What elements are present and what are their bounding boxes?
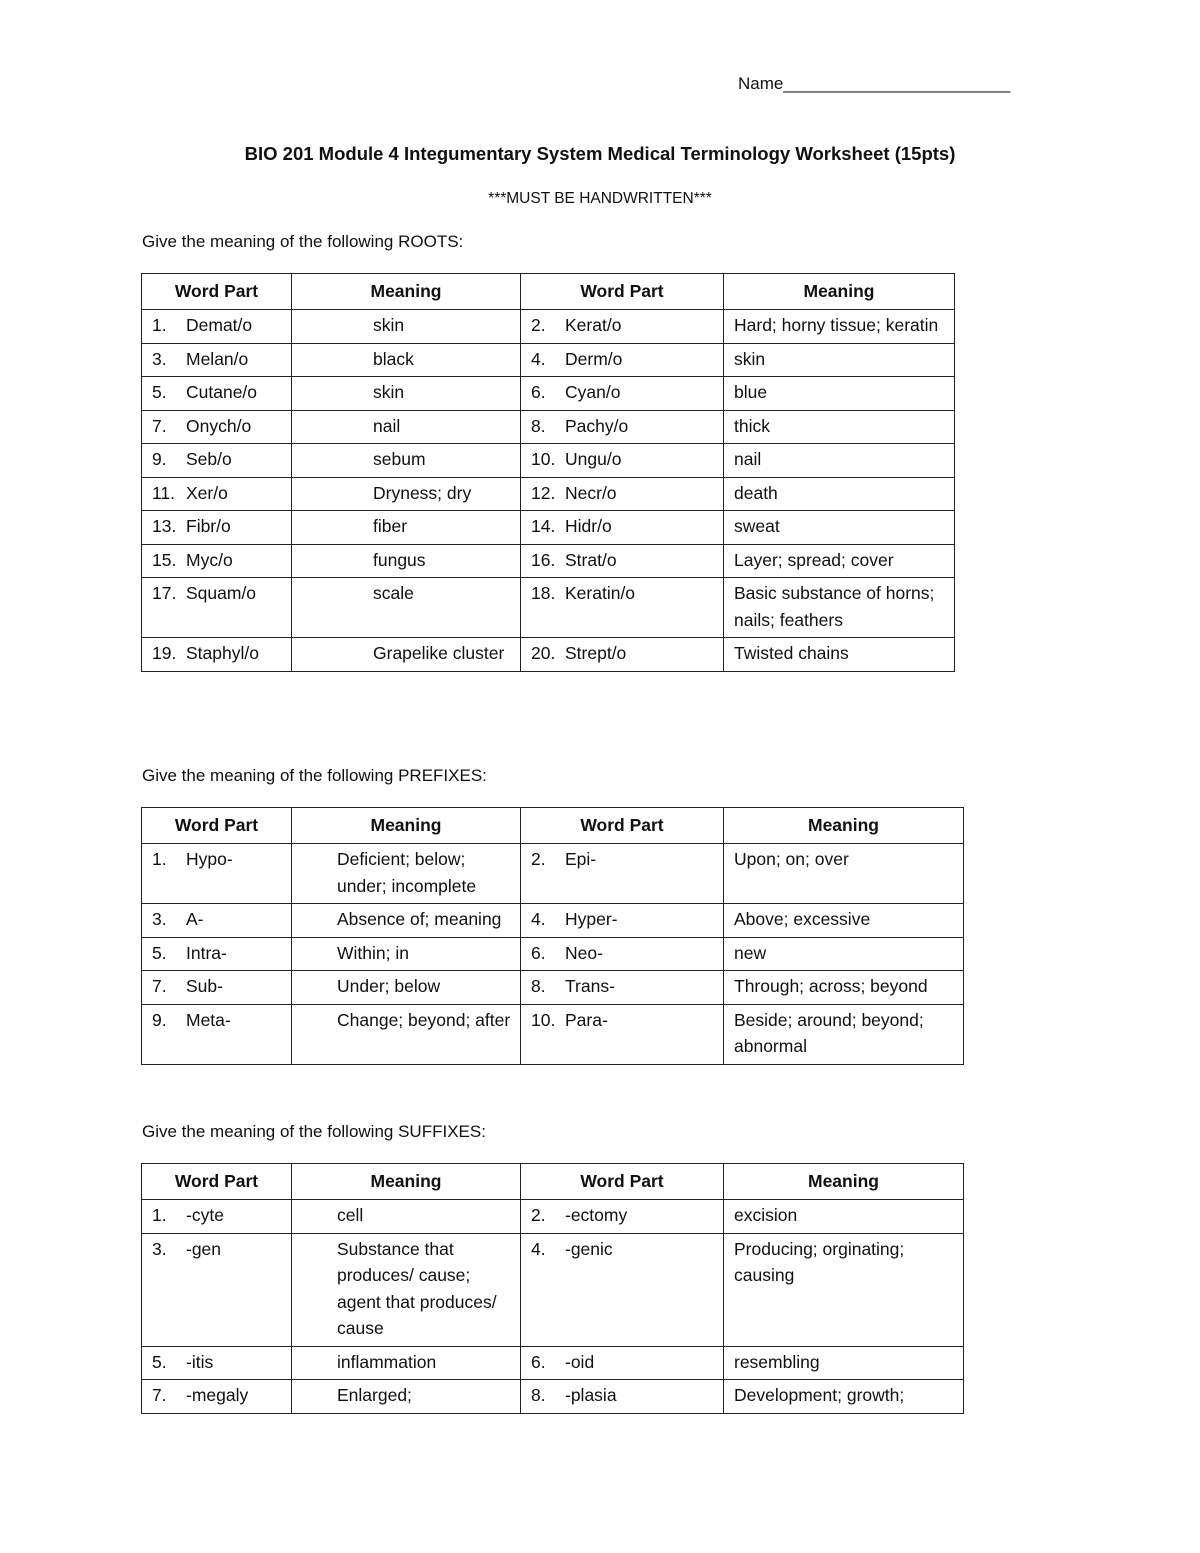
item-number: 16. (531, 549, 556, 570)
word-part-text: -ectomy (565, 1205, 628, 1225)
word-part-cell (521, 971, 724, 1005)
meaning-text: blue (734, 382, 768, 402)
word-part-cell (142, 310, 292, 344)
meaning-cell (724, 1380, 964, 1414)
item-number: 6. (531, 382, 546, 402)
word-part-text: -oid (565, 1351, 595, 1372)
word-part-text: Neo- (565, 942, 603, 963)
col-header-word-part: Word Part (142, 808, 292, 844)
item-number: 13. (152, 516, 177, 536)
meaning-cell (724, 444, 955, 478)
col-header-word-part: Word Part (142, 274, 292, 310)
col-header-word-part: Word Part (521, 808, 724, 844)
word-part-text: -megaly (186, 1385, 249, 1405)
word-part-cell (521, 1233, 724, 1346)
table-row (142, 410, 955, 444)
meaning-cell (292, 1200, 521, 1234)
item-number: 5. (152, 942, 167, 963)
suffixes-instruction: Give the meaning of the following SUFFIXES: (142, 1122, 486, 1141)
word-part-text: Squam/o (186, 583, 257, 603)
table-row (142, 578, 955, 638)
col-header-word-part: Word Part (521, 1164, 724, 1200)
word-part-cell (142, 343, 292, 377)
meaning-text: thick (734, 415, 770, 436)
meaning-cell (292, 1380, 521, 1414)
table-row (142, 904, 964, 938)
meaning-text: inflammation (337, 1351, 437, 1372)
word-part-text: Trans- (565, 976, 615, 996)
item-number: 9. (152, 1009, 167, 1030)
item-number: 7. (152, 1385, 167, 1405)
meaning-cell (724, 1200, 964, 1234)
col-header-word-part: Word Part (142, 1164, 292, 1200)
item-number: 4. (531, 909, 546, 929)
word-part-cell (142, 904, 292, 938)
item-number: 9. (152, 449, 167, 469)
item-number: 6. (531, 942, 546, 963)
word-part-cell (521, 844, 724, 904)
meaning-cell (724, 937, 964, 971)
meaning-cell (724, 971, 964, 1005)
item-number: 7. (152, 415, 167, 436)
meaning-text: Within; in (337, 942, 409, 963)
word-part-cell (521, 477, 724, 511)
meaning-cell (292, 937, 521, 971)
meaning-text: new (734, 942, 767, 963)
meaning-text: Grapelike cluster (373, 643, 505, 663)
word-part-text: -plasia (565, 1385, 617, 1405)
meaning-text: Absence of; meaning (337, 909, 502, 929)
roots-table (141, 273, 955, 672)
table-row (142, 377, 955, 411)
meaning-cell (724, 1233, 964, 1346)
word-part-text: Keratin/o (565, 583, 636, 603)
col-header-word-part: Word Part (521, 274, 724, 310)
word-part-cell (142, 444, 292, 478)
meaning-cell (292, 444, 521, 478)
table-header-row (142, 1164, 964, 1200)
col-header-meaning: Meaning (724, 1164, 964, 1200)
word-part-cell (142, 1346, 292, 1380)
meaning-cell (724, 477, 955, 511)
meaning-cell (724, 904, 964, 938)
word-part-cell (521, 444, 724, 478)
word-part-text: Ungu/o (565, 449, 622, 469)
word-part-text: Pachy/o (565, 415, 629, 436)
word-part-text: Myc/o (186, 549, 233, 570)
word-part-cell (521, 638, 724, 672)
item-number: 2. (531, 1205, 546, 1225)
word-part-cell (521, 377, 724, 411)
word-part-text: Para- (565, 1009, 608, 1030)
word-part-text: Necr/o (565, 482, 617, 503)
word-part-cell (142, 1380, 292, 1414)
suffixes-table (141, 1163, 964, 1414)
student-name-field: Name________________________ (738, 74, 1011, 93)
table-row (142, 1200, 964, 1234)
table-row (142, 937, 964, 971)
meaning-text: Deficient; below; under; incomplete (337, 849, 477, 896)
meaning-text: cell (337, 1205, 364, 1225)
item-number: 3. (152, 1238, 167, 1259)
word-part-text: Strat/o (565, 549, 617, 570)
table-row (142, 343, 955, 377)
table-row (142, 444, 955, 478)
item-number: 3. (152, 909, 167, 929)
meaning-text: Through; across; beyond (734, 976, 928, 996)
word-part-text: Melan/o (186, 348, 249, 369)
item-number: 1. (152, 1205, 167, 1225)
meaning-text: Producing; orginating; causing (734, 1238, 905, 1285)
meaning-text: skin (734, 348, 766, 369)
meaning-text: fiber (373, 516, 408, 536)
meaning-text: Above; excessive (734, 909, 871, 929)
word-part-text: Staphyl/o (186, 643, 259, 663)
item-number: 8. (531, 415, 546, 436)
prefixes-table (141, 807, 964, 1065)
meaning-text: nail (373, 415, 401, 436)
item-number: 3. (152, 348, 167, 369)
col-header-meaning: Meaning (292, 808, 521, 844)
meaning-cell (292, 343, 521, 377)
item-number: 8. (531, 976, 546, 996)
word-part-text: Cyan/o (565, 382, 621, 402)
table-row (142, 310, 955, 344)
meaning-text: death (734, 482, 778, 503)
item-number: 5. (152, 1351, 167, 1372)
word-part-cell (521, 1004, 724, 1064)
table-row (142, 477, 955, 511)
word-part-cell (142, 937, 292, 971)
meaning-cell (724, 578, 955, 638)
item-number: 11. (152, 482, 176, 503)
word-part-text: -genic (565, 1238, 613, 1259)
meaning-cell (724, 377, 955, 411)
meaning-text: Beside; around; beyond; abnormal (734, 1009, 924, 1056)
meaning-cell (292, 638, 521, 672)
handwritten-notice: ***MUST BE HANDWRITTEN*** (488, 190, 712, 207)
roots-instruction: Give the meaning of the following ROOTS: (142, 232, 464, 251)
table-row (142, 544, 955, 578)
word-part-text: Onych/o (186, 415, 252, 436)
word-part-text: A- (186, 909, 204, 929)
word-part-text: Epi- (565, 849, 597, 869)
word-part-text: Meta- (186, 1009, 231, 1030)
item-number: 19. (152, 643, 177, 663)
word-part-text: -gen (186, 1238, 222, 1259)
meaning-cell (292, 1233, 521, 1346)
meaning-cell (292, 1004, 521, 1064)
word-part-text: Demat/o (186, 315, 253, 335)
meaning-cell (292, 511, 521, 545)
item-number: 8. (531, 1385, 546, 1405)
word-part-cell (521, 1346, 724, 1380)
prefixes-instruction: Give the meaning of the following PREFIXES: (142, 766, 487, 785)
word-part-cell (521, 544, 724, 578)
table-row (142, 1346, 964, 1380)
meaning-cell (292, 477, 521, 511)
meaning-text: sebum (373, 449, 426, 469)
meaning-text: black (373, 348, 414, 369)
word-part-text: Sub- (186, 976, 223, 996)
meaning-cell (724, 844, 964, 904)
meaning-text: Dryness; dry (373, 482, 472, 503)
meaning-text: scale (373, 583, 414, 603)
meaning-cell (292, 904, 521, 938)
meaning-text: Basic substance of horns; nails; feathers (734, 583, 935, 630)
word-part-text: Hidr/o (565, 516, 612, 536)
word-part-text: Kerat/o (565, 315, 622, 335)
meaning-text: Enlarged; (337, 1385, 412, 1405)
word-part-cell (142, 638, 292, 672)
meaning-text: skin (373, 315, 405, 335)
meaning-cell (292, 310, 521, 344)
meaning-cell (292, 578, 521, 638)
word-part-text: Xer/o (186, 482, 228, 503)
word-part-cell (521, 578, 724, 638)
word-part-cell (521, 1380, 724, 1414)
col-header-meaning: Meaning (724, 808, 964, 844)
word-part-cell (521, 937, 724, 971)
word-part-text: -itis (186, 1351, 214, 1372)
meaning-cell (724, 511, 955, 545)
word-part-cell (142, 578, 292, 638)
word-part-text: Intra- (186, 942, 227, 963)
word-part-cell (142, 544, 292, 578)
item-number: 5. (152, 382, 167, 402)
meaning-cell (292, 377, 521, 411)
item-number: 10. (531, 1009, 556, 1030)
word-part-text: Derm/o (565, 348, 623, 369)
item-number: 12. (531, 482, 556, 503)
col-header-meaning: Meaning (292, 1164, 521, 1200)
meaning-text: Upon; on; over (734, 849, 849, 869)
table-row (142, 1233, 964, 1346)
item-number: 1. (152, 315, 167, 335)
meaning-text: Development; growth; (734, 1385, 905, 1405)
word-part-cell (142, 971, 292, 1005)
word-part-cell (142, 377, 292, 411)
worksheet-title: BIO 201 Module 4 Integumentary System Medical Terminology Worksheet (15pts) (244, 143, 956, 164)
item-number: 10. (531, 449, 556, 469)
table-row (142, 511, 955, 545)
meaning-text: excision (734, 1205, 798, 1225)
meaning-cell (724, 1004, 964, 1064)
word-part-text: Seb/o (186, 449, 232, 469)
item-number: 20. (531, 643, 556, 663)
word-part-text: Fibr/o (186, 516, 231, 536)
word-part-cell (142, 410, 292, 444)
meaning-cell (724, 310, 955, 344)
meaning-text: Under; below (337, 976, 441, 996)
meaning-cell (724, 410, 955, 444)
word-part-cell (521, 1200, 724, 1234)
meaning-text: Substance that produces/ cause; agent that produces/ cause (337, 1238, 497, 1338)
meaning-text: sweat (734, 516, 780, 536)
item-number: 4. (531, 348, 546, 369)
meaning-text: Layer; spread; cover (734, 549, 894, 570)
word-part-text: Strept/o (565, 643, 627, 663)
meaning-cell (724, 638, 955, 672)
meaning-cell (292, 844, 521, 904)
table-row (142, 971, 964, 1005)
word-part-text: Hypo- (186, 849, 233, 869)
meaning-text: Hard; horny tissue; keratin (734, 315, 939, 335)
word-part-cell (142, 477, 292, 511)
meaning-text: skin (373, 382, 405, 402)
item-number: 17. (152, 583, 177, 603)
meaning-text: nail (734, 449, 762, 469)
item-number: 14. (531, 516, 556, 536)
word-part-text: Cutane/o (186, 382, 258, 402)
word-part-cell (521, 310, 724, 344)
word-part-cell (142, 511, 292, 545)
meaning-cell (292, 544, 521, 578)
item-number: 18. (531, 583, 556, 603)
meaning-text: fungus (373, 549, 426, 570)
item-number: 4. (531, 1238, 546, 1259)
item-number: 6. (531, 1351, 546, 1372)
meaning-cell (292, 1346, 521, 1380)
table-row (142, 844, 964, 904)
meaning-cell (724, 544, 955, 578)
meaning-cell (292, 410, 521, 444)
word-part-cell (521, 410, 724, 444)
meaning-cell (292, 971, 521, 1005)
word-part-cell (142, 1233, 292, 1346)
table-header-row (142, 274, 955, 310)
word-part-cell (142, 1004, 292, 1064)
word-part-cell (142, 844, 292, 904)
col-header-meaning: Meaning (292, 274, 521, 310)
item-number: 15. (152, 549, 177, 570)
item-number: 7. (152, 976, 167, 996)
table-row (142, 1380, 964, 1414)
table-header-row (142, 808, 964, 844)
item-number: 1. (152, 849, 167, 869)
meaning-cell (724, 343, 955, 377)
word-part-cell (521, 904, 724, 938)
word-part-cell (521, 343, 724, 377)
word-part-cell (142, 1200, 292, 1234)
table-row (142, 638, 955, 672)
item-number: 2. (531, 849, 546, 869)
col-header-meaning: Meaning (724, 274, 955, 310)
table-row (142, 1004, 964, 1064)
meaning-text: resembling (734, 1351, 820, 1372)
meaning-text: Change; beyond; after (337, 1009, 511, 1030)
meaning-cell (724, 1346, 964, 1380)
word-part-text: Hyper- (565, 909, 618, 929)
meaning-text: Twisted chains (734, 643, 849, 663)
word-part-text: -cyte (186, 1205, 224, 1225)
word-part-cell (521, 511, 724, 545)
item-number: 2. (531, 315, 546, 335)
